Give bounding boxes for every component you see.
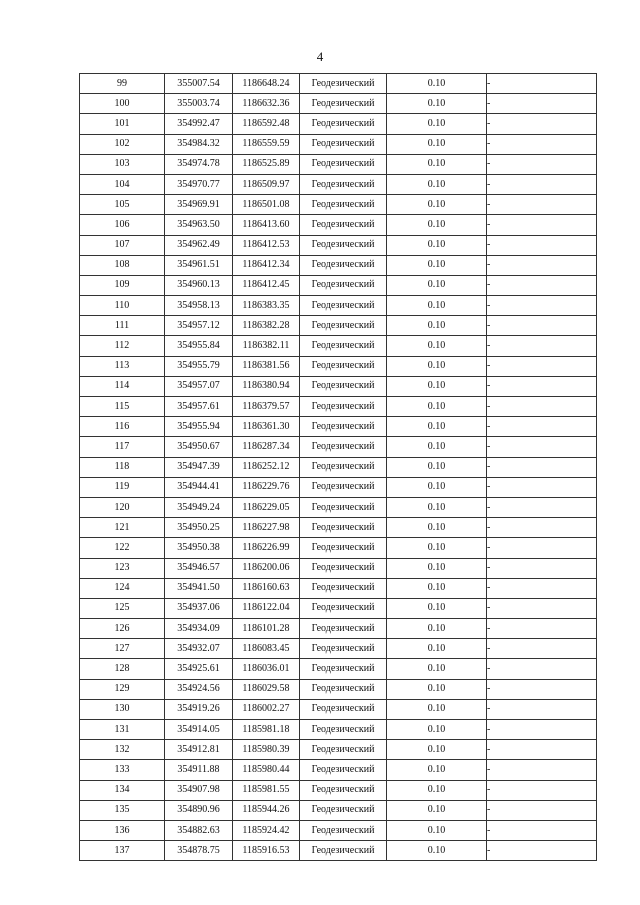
point-number-cell: 103 [80,154,165,174]
method-cell: Геодезический [300,255,387,275]
note-cell: - [487,619,597,639]
y-coordinate-cell: 1186632.36 [233,94,300,114]
method-cell: Геодезический [300,780,387,800]
note-cell: - [487,356,597,376]
x-coordinate-cell: 354911.88 [165,760,233,780]
table-row [80,457,597,477]
note-cell: - [487,558,597,578]
y-coordinate-cell: 1186381.56 [233,356,300,376]
accuracy-cell: 0.10 [387,255,487,275]
y-coordinate-cell: 1186229.76 [233,477,300,497]
y-coordinate-cell: 1186383.35 [233,296,300,316]
table-row [80,437,597,457]
note-cell: - [487,457,597,477]
y-coordinate-cell: 1186525.89 [233,154,300,174]
page-number: 4 [316,49,324,64]
method-cell: Геодезический [300,699,387,719]
method-cell: Геодезический [300,74,387,94]
method-cell: Геодезический [300,417,387,437]
point-number-cell: 115 [80,397,165,417]
y-coordinate-cell: 1186229.05 [233,497,300,517]
accuracy-cell: 0.10 [387,74,487,94]
y-coordinate-cell: 1186083.45 [233,639,300,659]
accuracy-cell: 0.10 [387,800,487,820]
x-coordinate-cell: 354950.25 [165,518,233,538]
accuracy-cell: 0.10 [387,780,487,800]
accuracy-cell: 0.10 [387,820,487,840]
point-number-cell: 101 [80,114,165,134]
x-coordinate-cell: 354957.12 [165,316,233,336]
accuracy-cell: 0.10 [387,518,487,538]
point-number-cell: 100 [80,94,165,114]
method-cell: Геодезический [300,275,387,295]
point-number-cell: 102 [80,134,165,154]
accuracy-cell: 0.10 [387,275,487,295]
x-coordinate-cell: 354924.56 [165,679,233,699]
method-cell: Геодезический [300,518,387,538]
note-cell: - [487,215,597,235]
accuracy-cell: 0.10 [387,174,487,194]
note-cell: - [487,134,597,154]
note-cell: - [487,518,597,538]
table-row [80,820,597,840]
method-cell: Геодезический [300,296,387,316]
point-number-cell: 118 [80,457,165,477]
table-row [80,376,597,396]
method-cell: Геодезический [300,841,387,861]
note-cell: - [487,841,597,861]
accuracy-cell: 0.10 [387,195,487,215]
table-row [80,235,597,255]
note-cell: - [487,275,597,295]
method-cell: Геодезический [300,760,387,780]
accuracy-cell: 0.10 [387,740,487,760]
accuracy-cell: 0.10 [387,417,487,437]
note-cell: - [487,659,597,679]
y-coordinate-cell: 1186509.97 [233,174,300,194]
table-row [80,215,597,235]
accuracy-cell: 0.10 [387,215,487,235]
note-cell: - [487,397,597,417]
y-coordinate-cell: 1186160.63 [233,578,300,598]
x-coordinate-cell: 354974.78 [165,154,233,174]
point-number-cell: 110 [80,296,165,316]
table-row [80,558,597,578]
table-row [80,74,597,94]
note-cell: - [487,376,597,396]
table-row [80,255,597,275]
accuracy-cell: 0.10 [387,841,487,861]
y-coordinate-cell: 1186412.53 [233,235,300,255]
accuracy-cell: 0.10 [387,477,487,497]
method-cell: Геодезический [300,740,387,760]
point-number-cell: 116 [80,417,165,437]
x-coordinate-cell: 354955.79 [165,356,233,376]
method-cell: Геодезический [300,720,387,740]
y-coordinate-cell: 1185981.55 [233,780,300,800]
note-cell: - [487,679,597,699]
note-cell: - [487,296,597,316]
y-coordinate-cell: 1186382.28 [233,316,300,336]
y-coordinate-cell: 1186379.57 [233,397,300,417]
table-row [80,397,597,417]
x-coordinate-cell: 354950.67 [165,437,233,457]
note-cell: - [487,255,597,275]
accuracy-cell: 0.10 [387,659,487,679]
accuracy-cell: 0.10 [387,699,487,719]
accuracy-cell: 0.10 [387,397,487,417]
note-cell: - [487,94,597,114]
accuracy-cell: 0.10 [387,134,487,154]
x-coordinate-cell: 354941.50 [165,578,233,598]
point-number-cell: 99 [80,74,165,94]
accuracy-cell: 0.10 [387,114,487,134]
y-coordinate-cell: 1186648.24 [233,74,300,94]
table-row [80,296,597,316]
note-cell: - [487,154,597,174]
point-number-cell: 114 [80,376,165,396]
note-cell: - [487,437,597,457]
y-coordinate-cell: 1186200.06 [233,558,300,578]
note-cell: - [487,195,597,215]
y-coordinate-cell: 1185916.53 [233,841,300,861]
y-coordinate-cell: 1185944.26 [233,800,300,820]
note-cell: - [487,699,597,719]
table-row [80,639,597,659]
method-cell: Геодезический [300,376,387,396]
y-coordinate-cell: 1185980.44 [233,760,300,780]
method-cell: Геодезический [300,558,387,578]
point-number-cell: 131 [80,720,165,740]
method-cell: Геодезический [300,457,387,477]
table-row [80,134,597,154]
note-cell: - [487,497,597,517]
method-cell: Геодезический [300,639,387,659]
method-cell: Геодезический [300,356,387,376]
method-cell: Геодезический [300,437,387,457]
method-cell: Геодезический [300,94,387,114]
x-coordinate-cell: 354962.49 [165,235,233,255]
table-row [80,699,597,719]
method-cell: Геодезический [300,820,387,840]
accuracy-cell: 0.10 [387,558,487,578]
accuracy-cell: 0.10 [387,639,487,659]
note-cell: - [487,114,597,134]
method-cell: Геодезический [300,497,387,517]
point-number-cell: 127 [80,639,165,659]
method-cell: Геодезический [300,538,387,558]
y-coordinate-cell: 1186252.12 [233,457,300,477]
point-number-cell: 137 [80,841,165,861]
method-cell: Геодезический [300,397,387,417]
note-cell: - [487,235,597,255]
point-number-cell: 112 [80,336,165,356]
note-cell: - [487,578,597,598]
method-cell: Геодезический [300,114,387,134]
accuracy-cell: 0.10 [387,94,487,114]
x-coordinate-cell: 354932.07 [165,639,233,659]
x-coordinate-cell: 354950.38 [165,538,233,558]
accuracy-cell: 0.10 [387,154,487,174]
x-coordinate-cell: 354961.51 [165,255,233,275]
x-coordinate-cell: 354934.09 [165,619,233,639]
y-coordinate-cell: 1185980.39 [233,740,300,760]
x-coordinate-cell: 354912.81 [165,740,233,760]
y-coordinate-cell: 1186412.45 [233,275,300,295]
y-coordinate-cell: 1186380.94 [233,376,300,396]
table-row [80,94,597,114]
point-number-cell: 123 [80,558,165,578]
x-coordinate-cell: 354960.13 [165,275,233,295]
point-number-cell: 124 [80,578,165,598]
accuracy-cell: 0.10 [387,578,487,598]
table-row [80,275,597,295]
x-coordinate-cell: 354947.39 [165,457,233,477]
x-coordinate-cell: 354958.13 [165,296,233,316]
table-row [80,800,597,820]
accuracy-cell: 0.10 [387,356,487,376]
y-coordinate-cell: 1186559.59 [233,134,300,154]
table-row [80,417,597,437]
x-coordinate-cell: 354969.91 [165,195,233,215]
point-number-cell: 122 [80,538,165,558]
table-row [80,518,597,538]
table-row [80,336,597,356]
point-number-cell: 109 [80,275,165,295]
x-coordinate-cell: 354949.24 [165,497,233,517]
y-coordinate-cell: 1185924.42 [233,820,300,840]
note-cell: - [487,336,597,356]
table-row [80,154,597,174]
accuracy-cell: 0.10 [387,679,487,699]
table-row [80,740,597,760]
x-coordinate-cell: 354890.96 [165,800,233,820]
coordinates-table [79,73,597,861]
method-cell: Геодезический [300,195,387,215]
x-coordinate-cell: 354914.05 [165,720,233,740]
y-coordinate-cell: 1186592.48 [233,114,300,134]
point-number-cell: 136 [80,820,165,840]
point-number-cell: 129 [80,679,165,699]
y-coordinate-cell: 1186002.27 [233,699,300,719]
method-cell: Геодезический [300,235,387,255]
x-coordinate-cell: 354944.41 [165,477,233,497]
method-cell: Геодезический [300,134,387,154]
y-coordinate-cell: 1186227.98 [233,518,300,538]
x-coordinate-cell: 354907.98 [165,780,233,800]
point-number-cell: 120 [80,497,165,517]
accuracy-cell: 0.10 [387,457,487,477]
y-coordinate-cell: 1186036.01 [233,659,300,679]
method-cell: Геодезический [300,154,387,174]
accuracy-cell: 0.10 [387,376,487,396]
point-number-cell: 130 [80,699,165,719]
point-number-cell: 125 [80,598,165,618]
x-coordinate-cell: 354957.61 [165,397,233,417]
table-row [80,619,597,639]
accuracy-cell: 0.10 [387,316,487,336]
table-row [80,114,597,134]
point-number-cell: 111 [80,316,165,336]
accuracy-cell: 0.10 [387,497,487,517]
method-cell: Геодезический [300,659,387,679]
point-number-cell: 108 [80,255,165,275]
x-coordinate-cell: 354878.75 [165,841,233,861]
note-cell: - [487,538,597,558]
method-cell: Геодезический [300,174,387,194]
note-cell: - [487,760,597,780]
point-number-cell: 134 [80,780,165,800]
table-row [80,174,597,194]
y-coordinate-cell: 1186412.34 [233,255,300,275]
table-row [80,720,597,740]
x-coordinate-cell: 354992.47 [165,114,233,134]
note-cell: - [487,477,597,497]
y-coordinate-cell: 1186287.34 [233,437,300,457]
table-row [80,356,597,376]
method-cell: Геодезический [300,477,387,497]
table-row [80,316,597,336]
point-number-cell: 135 [80,800,165,820]
method-cell: Геодезический [300,316,387,336]
accuracy-cell: 0.10 [387,598,487,618]
x-coordinate-cell: 354963.50 [165,215,233,235]
point-number-cell: 105 [80,195,165,215]
point-number-cell: 128 [80,659,165,679]
x-coordinate-cell: 354955.84 [165,336,233,356]
note-cell: - [487,174,597,194]
table-row [80,195,597,215]
coordinates-table-body [80,74,597,861]
method-cell: Геодезический [300,679,387,699]
table-row [80,780,597,800]
note-cell: - [487,780,597,800]
accuracy-cell: 0.10 [387,437,487,457]
method-cell: Геодезический [300,215,387,235]
x-coordinate-cell: 354925.61 [165,659,233,679]
x-coordinate-cell: 354919.26 [165,699,233,719]
point-number-cell: 106 [80,215,165,235]
point-number-cell: 107 [80,235,165,255]
table-row [80,538,597,558]
accuracy-cell: 0.10 [387,296,487,316]
note-cell: - [487,417,597,437]
point-number-cell: 119 [80,477,165,497]
method-cell: Геодезический [300,336,387,356]
accuracy-cell: 0.10 [387,760,487,780]
accuracy-cell: 0.10 [387,538,487,558]
point-number-cell: 132 [80,740,165,760]
table-row [80,578,597,598]
x-coordinate-cell: 354946.57 [165,558,233,578]
table-row [80,841,597,861]
note-cell: - [487,740,597,760]
table-row [80,477,597,497]
note-cell: - [487,639,597,659]
table-row [80,659,597,679]
accuracy-cell: 0.10 [387,619,487,639]
x-coordinate-cell: 354957.07 [165,376,233,396]
x-coordinate-cell: 355007.54 [165,74,233,94]
method-cell: Геодезический [300,619,387,639]
table-row [80,598,597,618]
note-cell: - [487,820,597,840]
note-cell: - [487,316,597,336]
note-cell: - [487,720,597,740]
method-cell: Геодезический [300,598,387,618]
point-number-cell: 133 [80,760,165,780]
y-coordinate-cell: 1186226.99 [233,538,300,558]
method-cell: Геодезический [300,800,387,820]
accuracy-cell: 0.10 [387,336,487,356]
accuracy-cell: 0.10 [387,235,487,255]
y-coordinate-cell: 1185981.18 [233,720,300,740]
accuracy-cell: 0.10 [387,720,487,740]
y-coordinate-cell: 1186413.60 [233,215,300,235]
x-coordinate-cell: 355003.74 [165,94,233,114]
y-coordinate-cell: 1186501.08 [233,195,300,215]
table-row [80,679,597,699]
y-coordinate-cell: 1186029.58 [233,679,300,699]
x-coordinate-cell: 354984.32 [165,134,233,154]
x-coordinate-cell: 354937.06 [165,598,233,618]
point-number-cell: 117 [80,437,165,457]
point-number-cell: 126 [80,619,165,639]
point-number-cell: 121 [80,518,165,538]
y-coordinate-cell: 1186101.28 [233,619,300,639]
method-cell: Геодезический [300,578,387,598]
x-coordinate-cell: 354882.63 [165,820,233,840]
x-coordinate-cell: 354955.94 [165,417,233,437]
y-coordinate-cell: 1186361.30 [233,417,300,437]
table-row [80,760,597,780]
y-coordinate-cell: 1186122.04 [233,598,300,618]
y-coordinate-cell: 1186382.11 [233,336,300,356]
point-number-cell: 104 [80,174,165,194]
point-number-cell: 113 [80,356,165,376]
note-cell: - [487,598,597,618]
table-row [80,497,597,517]
note-cell: - [487,800,597,820]
note-cell: - [487,74,597,94]
x-coordinate-cell: 354970.77 [165,174,233,194]
